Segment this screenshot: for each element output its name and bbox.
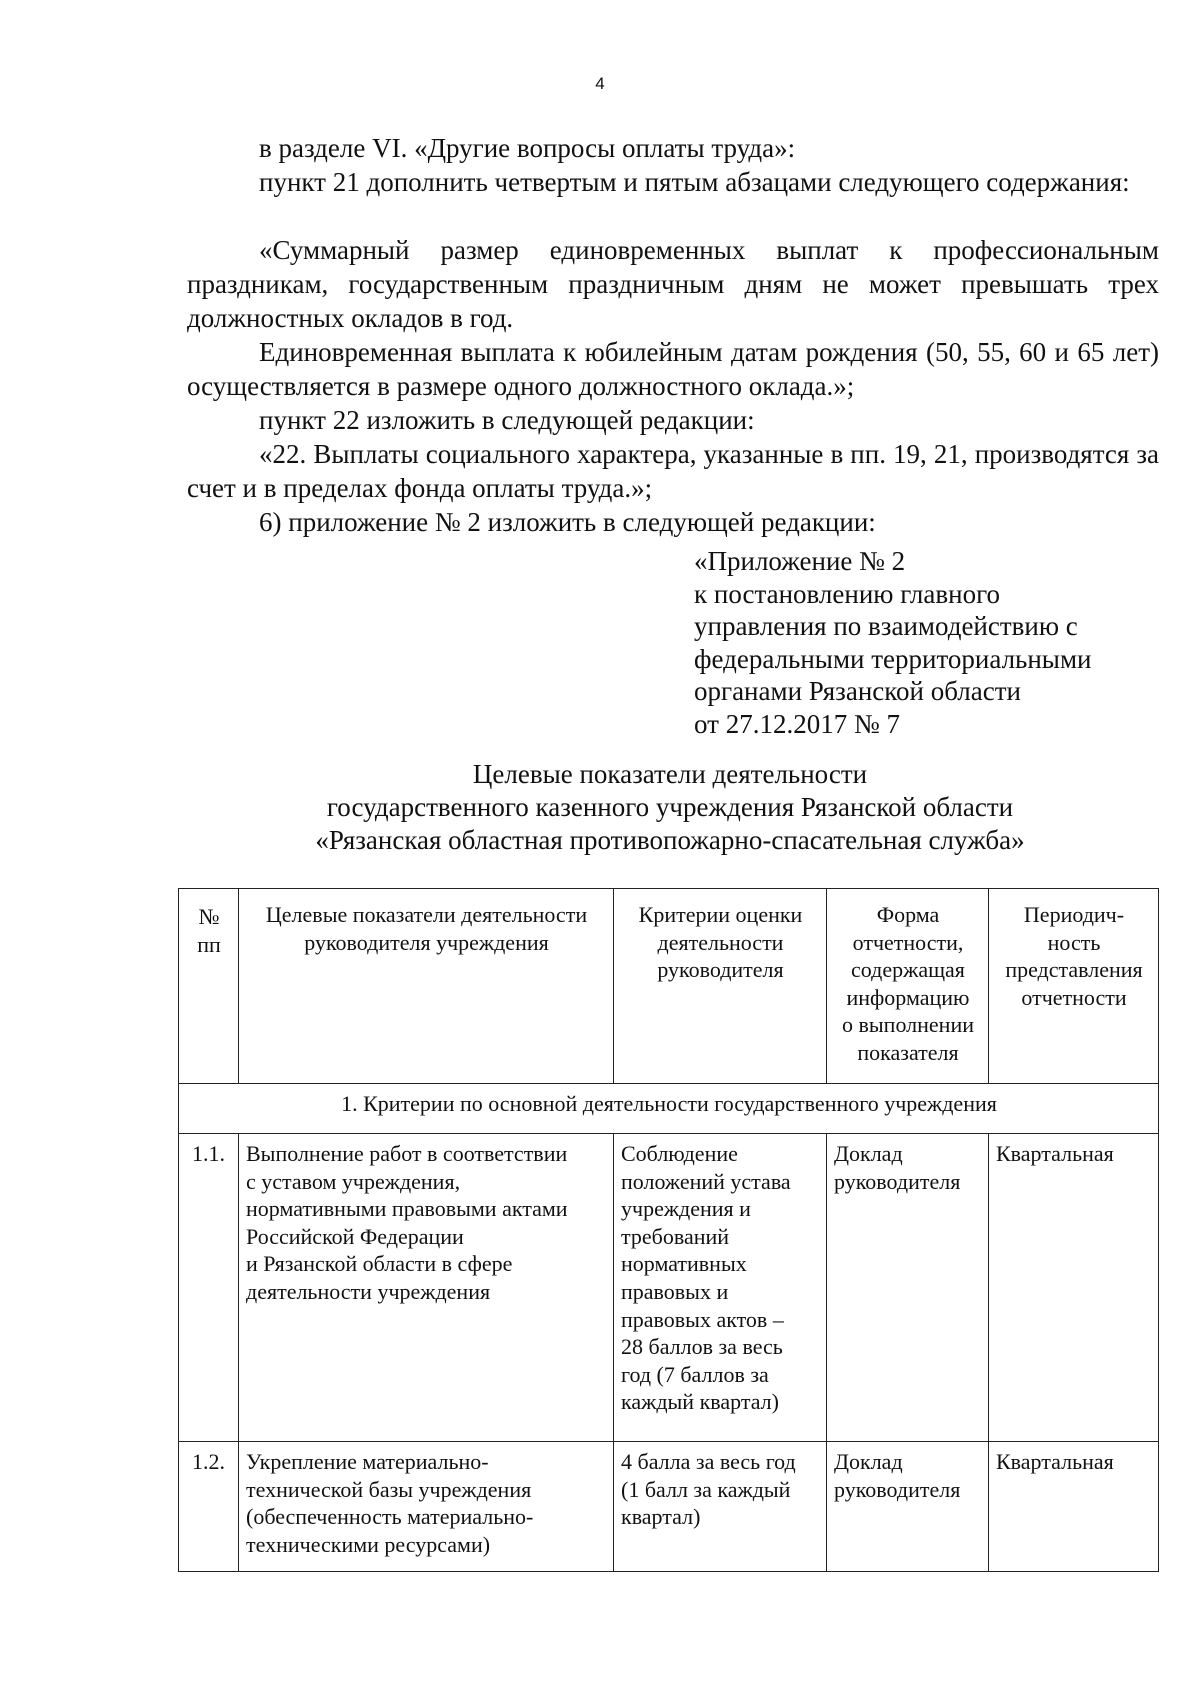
row-reporting-form: Доклад руководителя	[827, 1134, 989, 1442]
paragraph-section-vi: в разделе VI. «Другие вопросы оплаты труда»:	[259, 133, 796, 163]
indicators-table	[178, 888, 1159, 1572]
appendix-header	[694, 545, 1154, 741]
appendix-line: «Приложение № 2	[694, 546, 906, 576]
document-title	[0, 758, 1200, 857]
section-title: 1. Критерии по основной деятельности государственного учреждения	[179, 1084, 1159, 1134]
header-criteria: Критерии оценки деятельности руководителя	[614, 889, 827, 1084]
header-reporting-form: Форма отчетности, содержащая информацию о выполнении показателя	[827, 889, 989, 1084]
row-number: 1.2.	[179, 1442, 239, 1572]
paragraph-point-21: пункт 21 дополнить четвертым и пятым абзацами следующего содержания:	[259, 167, 1130, 197]
table-row	[179, 1134, 1159, 1442]
page-number: 4	[595, 74, 605, 93]
title-line: государственного казенного учреждения Рязанской области	[326, 792, 1014, 822]
row-criteria: Соблюдение положений устава учреждения и требований нормативных правовых и правовых актов – 28 баллов за весь год (7 баллов за каждый квартал)	[614, 1134, 827, 1442]
appendix-line: к постановлению главного	[694, 578, 1000, 609]
table-header-row	[179, 889, 1159, 1084]
row-reporting-form: Доклад руководителя	[827, 1442, 989, 1572]
row-number: 1.1.	[179, 1134, 239, 1442]
paragraph-point-22: пункт 22 изложить в следующей редакции:	[259, 405, 755, 435]
row-indicator: Выполнение работ в соответствии с уставом учреждения, нормативными правовыми актами Российской Федерации и Рязанской области в сфере деятельности учреждения	[239, 1134, 614, 1442]
paragraph-appendix-2: 6) приложение № 2 изложить в следующей редакции:	[259, 507, 876, 537]
header-num: № пп	[179, 889, 239, 1084]
appendix-line: федеральными территориальными	[694, 643, 1092, 674]
title-line: «Рязанская областная противопожарно-спасательная служба»	[315, 825, 1025, 855]
row-periodicity: Квартальная	[989, 1442, 1159, 1572]
title-line: Целевые показатели деятельности	[472, 759, 868, 789]
appendix-line: управления по взаимодействию с	[694, 611, 1078, 642]
row-periodicity: Квартальная	[989, 1134, 1159, 1442]
row-criteria: 4 балла за весь год (1 балл за каждый квартал)	[614, 1442, 827, 1572]
paragraph-total-payments: «Суммарный размер единовременных выплат к профессиональным праздникам, государственным праздничным дням не может превышать трех должностных окладов в год.	[187, 235, 1159, 333]
section-row	[179, 1084, 1159, 1134]
paragraph-jubilee-payment: Единовременная выплата к юбилейным датам рождения (50, 55, 60 и 65 лет) осуществляется в размере одного должностного оклада.»;	[187, 337, 1159, 401]
header-indicators: Целевые показатели деятельности руководителя учреждения	[239, 889, 614, 1084]
row-indicator: Укрепление материально- технической базы учреждения (обеспеченность материально- техническими ресурсами)	[239, 1442, 614, 1572]
appendix-line: от 27.12.2017 № 7	[694, 708, 900, 739]
table-row	[179, 1442, 1159, 1572]
header-periodicity: Периодич- ность представления отчетности	[989, 889, 1159, 1084]
appendix-line: органами Рязанской области	[694, 676, 1021, 707]
paragraph-social-payments: «22. Выплаты социального характера, указанные в пп. 19, 21, производятся за счет и в пределах фонда оплаты труда.»;	[187, 439, 1159, 503]
